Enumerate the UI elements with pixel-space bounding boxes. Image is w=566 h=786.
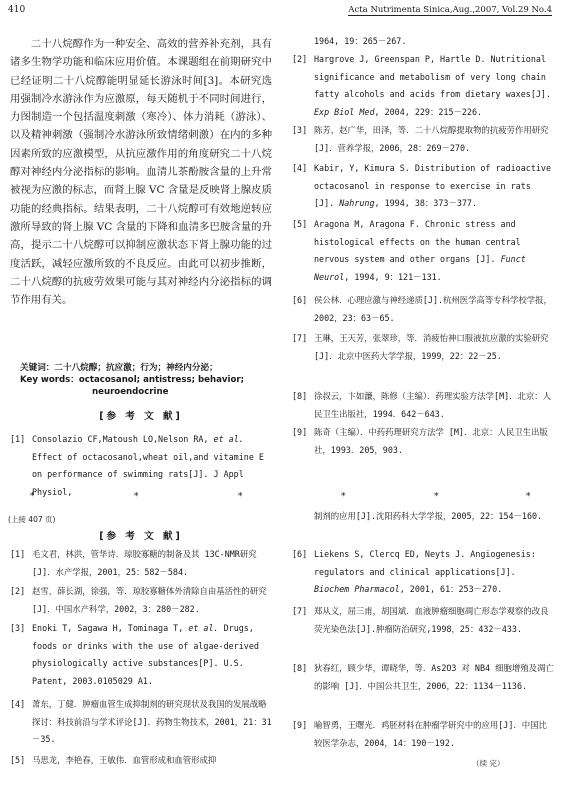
keywords-en: Key words：octacosanol; antistress; behavior; <box>20 375 245 385</box>
ref-bottom-1: [1] 毛文君，林洪，管华诗．琼胶寡糖的制备及其 13C-NMR研究[J]．水产学报，2001，25：582－584. <box>10 549 257 577</box>
ref-top-1: [1] Consolazio CF,Matoush LO,Nelson RA, et al. Effect of octacosanol,wheat oil,and vitamine E on performance of swimming rats[J]. J Appl Physiol, <box>10 434 264 497</box>
page-number: 410 <box>8 5 26 15</box>
ref-top-7: [7] 王琳，王天芳，张翠珍，等．消疲怡神口服液抗应激的实验研究 [J]．北京中医药大学学报，1999，22：22－25. <box>292 333 549 361</box>
ref-bottom-6: [6] Liekens S, Clercq ED, Neyts J. Angiogenesis: regulators and clinical applications[J]. Biochem Pharmacol, 2001, 61：253－270. <box>292 549 536 595</box>
ref-top-8: [8] 徐叔云，卞如濂，陈修（主编）．药理实验方法学[M]．北京：人民卫生出版社，1994．642－643. <box>292 391 552 419</box>
ref-top-6: [6] 侯公林．心理应激与神经递质[J].杭州医学高等专科学校学报，2002，23：63－65. <box>292 295 552 323</box>
ref-bottom-9: [9] 喻智勇，王曙光．鸡胚材料在肿瘤学研究中的应用[J]．中国比较医学杂志，2004，14：190－192. <box>292 720 547 748</box>
references-title-bottom: [参 考 文 献] <box>99 531 183 542</box>
continuation-note: (上接 407 页) <box>8 515 56 524</box>
ref-bottom-4: [4] 萧东，丁健．肿瘤血管生成抑制剂的研究现状及我国的发展战略探讨：科技前沿与学术评论[J]．药物生物技术，2001，21：31－35. <box>10 699 272 745</box>
body-paragraph: 二十八烷醇作为一种安全、高效的营养补充剂，具有诸多生物学功能和临床应用价值。本课题组在前期研究中已经证明二十八烷醇能明显延长游泳时间[3]。本研究选用强制冷水游泳作为应激原，每天随机于不同时间进行，力图制造一个包括温度刺激（寒冷）、体力消耗（游泳）、以及精神刺激（强制冷水游泳所致情绪刺激）在内的多种因素所致的应激模型，从抗应激作用的角度研究二十八烷醇对神经内分泌指标的影响。血清儿茶酚胺含量的上升常被视为应激的标志，而肾上腺 VC 含量是反映肾上腺皮质功能的经典指标。结果表明，二十八烷醇可有效地逆转应激所导致的肾上腺 VC 含量的下降和血清多巴胺含量的升高，提示二十八烷醇可以抑制应激状态下肾上腺功能的过度活跃，减轻应激所致的不良反应。由此可以初步推断，二十八烷醇的抗疲劳效果可能与其对神经内分泌指标的调节作用有关。 <box>10 38 272 307</box>
separator-star: * <box>134 492 139 502</box>
end-mark: （续 完） <box>472 759 505 768</box>
ref-bottom-5-cont: 制剂的应用[J].沈阳药科大学学报，2005，22：154－160. <box>314 511 543 521</box>
keywords-cn: 关键词：二十八烷醇；抗应激；行为；神经内分泌； <box>20 363 218 373</box>
ref-top-2: [2] Hargrove J, Greenspan P, Hartle D. Nutritional significance and metabolism of very long chain fatty alcohols and acids from dietary waxes[J]. Exp Biol Med, 2004, 229：215－226. <box>292 54 551 117</box>
ref-bottom-2: [2] 赵雪，薛长湖，徐强，等．琼胶寡糖体外清除自由基活性的研究[J]．中国水产科学，2002，3：280－282. <box>10 586 267 614</box>
separator-star: * <box>30 492 35 502</box>
separator-star: * <box>434 492 439 502</box>
journal-header: Acta Nutrimenta Sinica,Aug.,2007, Vol.29 No.4 <box>348 5 552 15</box>
separator-star: * <box>238 492 243 502</box>
keywords-en-cont: neuroendocrine <box>92 387 169 397</box>
ref-top-3: [3] 陈芳，赵广华，田泽，等．二十八烷醇提取物的抗疲劳作用研究[J]．营养学报，2006，28：269－270. <box>292 125 549 153</box>
keywords-block <box>20 362 280 398</box>
ref-bottom-8: [8] 狄春红，顾少华，谭晓华，等．As2O3 对 NB4 细胞增殖及凋亡的影响 [J]．中国公共卫生，2006，22：1134－1136. <box>292 663 554 691</box>
ref-top-9: [9] 陈奇（主编）．中药药理研究方法学 [M]．北京：人民卫生出版社，1993．205，903. <box>292 427 548 455</box>
ref-bottom-7: [7] 郑从义，屈三甫，胡国斌．血液肿瘤细胞凋亡形态学观察的改良荧光染色法[J].肿瘤防治研究,1998，25：432－433. <box>292 606 549 634</box>
separator-star: * <box>341 492 346 502</box>
ref-bottom-5: [5] 马思龙，李艳春，王敏伟．血管形成和血管形成抑 <box>10 755 217 765</box>
ref-top-1-cont: 1964, 19：265－267. <box>314 36 407 46</box>
ref-top-4: [4] Kabir, Y, Kimura S. Distribution of radioactive octacosanol in response to exercise in rats [J]. Nahrung, 1994, 38：373－377. <box>292 163 551 209</box>
references-title-top: [参 考 文 献] <box>99 411 183 422</box>
ref-top-5: [5] Aragona M, Aragona F. Chronic stress and histological effects on the human central nervous system and other organs [J]. Funct Neurol, 1994, 9：121－131. <box>292 219 526 282</box>
separator-star: * <box>526 492 531 502</box>
ref-bottom-3: [3] Enoki T, Sagawa H, Tominaga T, et al. Drugs, foods or drinks with the use of algae-derived physiologically active substances[P]. U.S. Patent, 2003.0105029 A1. <box>10 623 259 686</box>
